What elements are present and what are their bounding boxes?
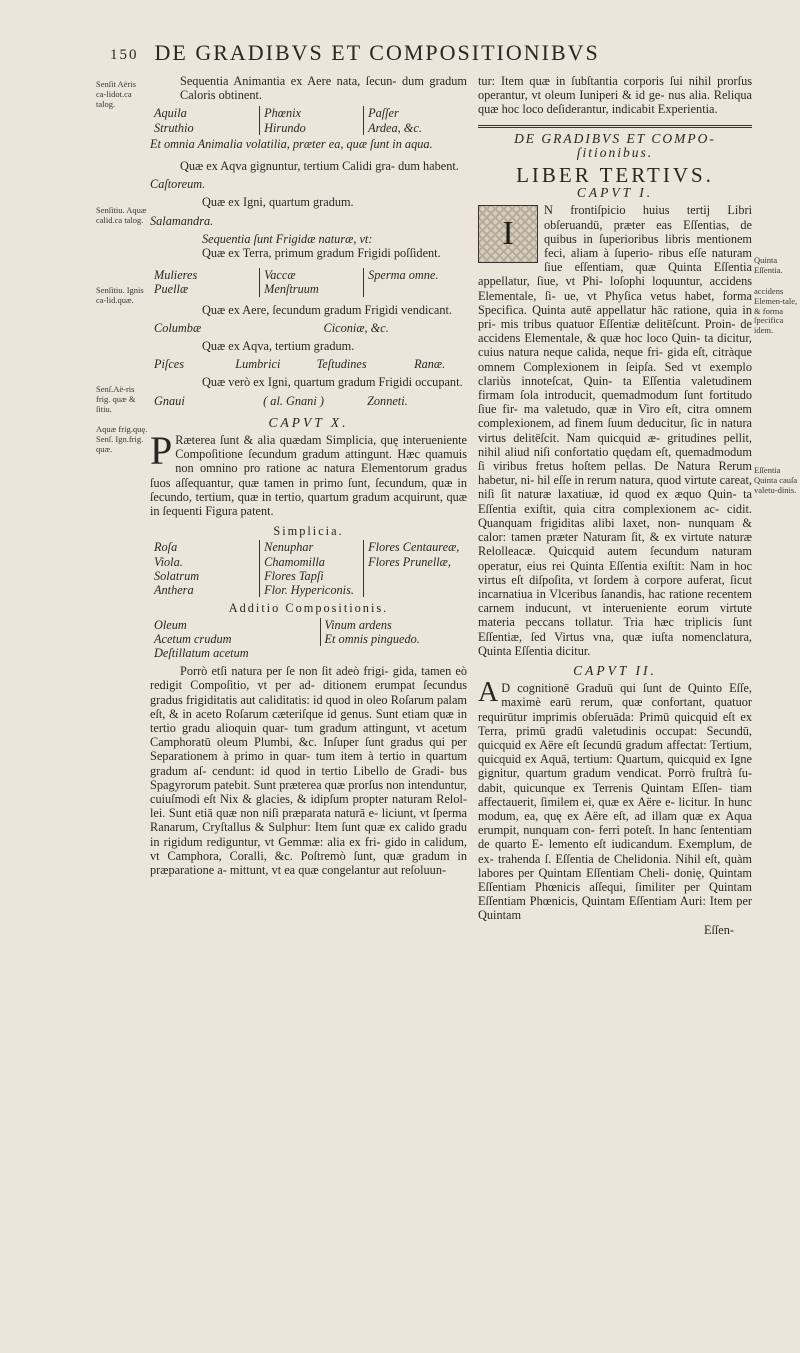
paragraph: Quæ ex Aere, ſecundum gradum Frigidi vendicant. xyxy=(202,302,452,317)
list-item: Anthera xyxy=(154,583,194,598)
initial-letter: I xyxy=(502,215,514,253)
margin-note-aqua-frig: Aquæ frig.quę. Senſ. Ign.frig. quæ. xyxy=(96,424,148,454)
list-item: Flores Prunellæ, xyxy=(363,555,467,569)
list-item: Ciconiæ, &c. xyxy=(323,320,389,335)
margin-note-aer-frig: Senſ.Aë-ris frig. quæ & ſitiu. xyxy=(96,384,136,414)
paragraph: tur: Item quæ in ſubſtantia corporis ſui nihil prorſus operantur, vt oleum Iuniperi & id ge- nus alia. Reliqua quæ hoc loco deſiderantur, indicabit Experientia. xyxy=(478,74,752,117)
ornamental-initial-icon xyxy=(478,205,538,263)
drop-cap: A xyxy=(478,677,499,709)
list-item: Aquila xyxy=(154,106,187,121)
list-item: Caſtoreum. xyxy=(150,177,206,192)
paragraph: Quæ ex Igni, quartum gradum. xyxy=(202,195,354,210)
paragraph: Quæ verò ex Igni, quartum gradum Frigidi occupant. xyxy=(202,375,463,390)
chapter-heading: CAPVT I. xyxy=(576,185,654,201)
list-item: Hirundo xyxy=(259,121,363,135)
list-item: Gnaui xyxy=(154,393,185,408)
list-item: Viola. xyxy=(154,554,183,569)
list-table-terra xyxy=(150,268,467,296)
paragraph-text: Ræterea ſunt & alia quædam Simplicia, quę interueniente Compoſitione ſecundum gradum attingunt. Hæc quamuis non omnino pro ratione ac natura Elementorum gradus ſuos aſſequantur, quæ tamen in primo ſunt, ſecundum, quæ in ſecundo, tertium, quæ in tertio, quartum gradum acquirunt, quæ in ſequenti Figura patent. xyxy=(150,433,467,519)
list-table-aer-frig xyxy=(150,321,467,335)
chapter-heading: CAPVT II. xyxy=(573,662,657,678)
paragraph: Quæ ex Aqva gignuntur, tertium Calidi gra- dum habent. xyxy=(180,159,459,174)
paragraph: Sequentia ſunt Frigidæ naturæ, vt: xyxy=(202,231,373,246)
list-item: Flores Tapſi xyxy=(259,569,363,583)
list-item: Phœnix xyxy=(259,106,363,120)
list-item xyxy=(363,583,467,597)
margin-note-quinta: Quinta Eſſentia. xyxy=(754,255,783,275)
paragraph: Porrò etſi natura per ſe non ſit adeò frigi- gida, tamen eò redigit Compoſitio, vt per ad- ditionem erumpat ſecundus gradus frigiditatis aut caliditatis: id quod in oleo Roſarum palam eſt, & in aceto Roſarum cæteriſque id genus. Sunt etiam quæ in tertio gradu alioquin quar- tum gradum attingunt, vt acetum Camphoratū oleum Plumbi, &c. Inſuper ſunt gradus qui per Separationem à primo in quar- tum item à tertio in quartum gradum aſ- cendunt: id quod in tertio Libello de Gradi- bus Spagyrorum patebit. Sunt præterea quæ prorſus non intenduntur, cuiuſmodi eſt Nix & glacies, & idipſum propter naturam Relol- lei. Sunt etiā quæ non niſi præparata naturā e- liciunt, vt ſperma Ranarum, Cryſtallus & Sulphur: Item ſunt quæ ex calido gradu in rigidum rediguntur, vt Gemmæ: alia ex fri- gido in calidum, vt Camphora, Coralli, &c. Poſtremò ſunt, quæ gradum in præparatione a- mittunt, vt ea quæ congelantur aut reſoluun- xyxy=(150,664,467,877)
list-item xyxy=(363,569,467,583)
running-title: DE GRADIBVS ET COMPOSITIONIBVS xyxy=(154,40,600,65)
list-item: Zonneti. xyxy=(367,393,408,408)
list-item: Ardea, &c. xyxy=(363,121,467,135)
running-header xyxy=(110,40,800,72)
divider xyxy=(478,125,752,128)
margin-note-accidens: accidens Elemen-tale, & forma ſpecifica idem. xyxy=(754,286,798,336)
list-item: Puellæ xyxy=(154,282,189,297)
paragraph: Et omnia Animalia volatilia, præter ea, quæ ſunt in aqua. xyxy=(150,136,433,151)
list-table-additio xyxy=(150,618,467,661)
list-item: Vinum ardens xyxy=(320,618,467,632)
list-item xyxy=(320,646,467,660)
list-item: ( al. Gnani ) xyxy=(263,393,324,408)
list-item: Vaccæ xyxy=(259,268,363,282)
list-item: Solatrum xyxy=(154,568,200,583)
list-item: Flor. Hypericonis. xyxy=(259,583,363,597)
list-item xyxy=(363,282,467,296)
list-item: Oleum xyxy=(154,617,187,632)
paragraph xyxy=(478,677,752,923)
list-item: Ranæ. xyxy=(414,357,446,372)
list-table-aqua-frig xyxy=(150,357,467,371)
paragraph-text: D cognitionē Graduū qui ſunt de Quinto Eſſe, maximè earū rerum, quæ confortant, quatuor requirūtur imprimis obſeruāda: Primū quicquid eſt ex Terra, primū gradū valetudinis occupat: Secundū, quicquid ex Aëre eſt ſecundū gradum affectat: Tertium, quicquid ex Aquā, tertium: Quartum, quicquid ex Igne gignitur, quartum gradum vendicat. Porrò fruſtrà ſu- dabit, quicunque ex Terrenis Quintam Eſſen- tiam affectauerit, ſimilem ei, quæ ex Aëre e- licitur. In hunc modum, ea, quę ex Aëre eſt, ad illam quæ ex Aqua erumpit, nunquam con- ferri poteſt. In hanc ſententiam de quarto E- lemento eſt iudicandum. Exemplum, de ex- trahenda ſ. Eſſentia de Chelidonia. Nihil eſt, quàm labores per Quintam Eſſentiam Cheli- donię, Quintam Eſſentiam Phœnicis aſſequi, ſimiliter per Quintam Eſſentiam Phœnicis, Quintam Eſſentiam Auri: Item per Quintam xyxy=(478,681,752,923)
list-item: Chamomilla xyxy=(259,555,363,569)
paragraph: Quæ ex Aqva, tertium gradum. xyxy=(202,339,355,354)
catchword: Eſſen- xyxy=(703,922,734,937)
list-item: Paſſer xyxy=(363,106,467,120)
book-title: LIBER TERTIVS. xyxy=(516,163,714,188)
list-item: Menſtruum xyxy=(259,282,363,296)
list-item: Piſces xyxy=(154,357,185,372)
list-table-simplicia xyxy=(150,540,467,597)
margin-note-aer: Senſit Aëris ca-lidot.ca talog. xyxy=(96,79,136,109)
margin-note-aqua: Senſitiu. Aquæ calid.ca talog. xyxy=(96,205,147,225)
section-subtitle: ſitionibus. xyxy=(576,144,654,160)
chapter-heading: CAPVT X. xyxy=(268,414,349,430)
drop-cap: P xyxy=(150,428,173,474)
list-item: Columbæ xyxy=(154,320,202,335)
paragraph: Quæ ex Terra, primum gradum Frigidi poſſident. xyxy=(202,246,441,261)
list-item: Acetum crudum xyxy=(154,631,232,646)
list-item: Mulieres xyxy=(154,268,198,283)
paragraph xyxy=(478,203,752,658)
list-item: Sperma omne. xyxy=(363,268,467,282)
list-item: Flores Centaureæ, xyxy=(363,540,467,554)
list-item: Lumbrici xyxy=(235,357,281,372)
right-column xyxy=(478,74,752,937)
paragraph: Sequentia Animantia ex Aere nata, ſecun- dum gradum Caloris obtinent. xyxy=(180,74,467,103)
list-table-ignis-frig xyxy=(150,394,467,408)
list-item: Et omnis pinguedo. xyxy=(320,632,467,646)
list-item: Deſtillatum acetum xyxy=(154,645,249,660)
paragraph xyxy=(150,428,467,519)
section-heading: Simplicia. xyxy=(273,524,344,539)
left-column xyxy=(150,74,467,877)
list-table-aer xyxy=(150,106,467,134)
paragraph-text: N frontiſpicio huius tertij Libri obſeruandū, præter eas Eſſentias, de quibus in ſuperioribus libris mentionem feci, aliam à ſuperio- ribus eſſe naturam ſiue eſſentiam, quæ Quinta Eſſentia appellatur, ſiue, vt Phi- loſophi loquuntur, accidens Elementale, ſi- ue, vt Phyſica vetus habet, forma Specifica. Quinta autē appellatur hāc ratione, quia in pri- mis tribus quatuor Eſſentiæ delitēſcunt. Proin- de accidens Elementale, & quæ hoc loco Quin- ta dicitur, cuius natura neque calida, neque fri- gida eſt, citràque omnem Complexionem in ſeipſa. Sed vt exemplo clariùs innoteſcat, Quin- ta Eſſentia valetudinem firmam ſola introducit, quemadmodum ſunt fortitudo ſiue fir- ma valetudo, quæ in Viro eſt, citra omnem complexionem, ad finem ſuum deducitur, ſic in natura virtus delitēſcit. Nam quicquid æ- gritudines pellit, nihil aliud niſi confortatio quędam eſt, quemadmodum ſi viribus fretus hoſtem pellas. De Natura Rerum habetur, ni- hil eſſe in rerum natura, quod virtute careat, niſi ſit naturæ laxatiuæ, id quod ex æquo Quin- ta Eſſentia exiſtit, quia citra complexionem ac- cidit. Quanquam frigiditas alibi laxet, non- nunquam & calor: tamen præter Naturam ſit, & ex virtute naturæ Relolleacæ. Quicquid autem ſecundum naturam operatur, eius rei Quinta Eſſentia exiſtit: Nam in hoc virtus eſt diſpoſita, vt ſordem à corpore auferat, ſicut incarnatiua in Vlceribus ſanandis, hac ratione recentem carnem inducunt, vt interueniente eorum virtute materia peccans tollatur. Tria hæc triplicis ſunt Eſſentiæ, ſed Virtus vna, quæ iuſta nomenclatura, Quinta Eſſentia dicitur. xyxy=(478,203,752,658)
section-heading: Additio Compositionis. xyxy=(228,601,389,616)
section-subtitle: DE GRADIBVS ET COMPO- xyxy=(514,130,716,146)
margin-note-ignis: Senſitiu. Ignis ca-lid.quæ. xyxy=(96,285,144,305)
margin-note-causa: Eſſentia Quinta cauſa valetu-dinis. xyxy=(754,465,798,495)
list-item: Teſtudines xyxy=(316,357,367,372)
list-item: Roſa xyxy=(154,540,178,555)
page-number: 150 xyxy=(110,47,139,63)
list-item: Struthio xyxy=(154,120,194,135)
list-item: Nenuphar xyxy=(259,540,363,554)
list-item: Salamandra. xyxy=(150,213,214,228)
